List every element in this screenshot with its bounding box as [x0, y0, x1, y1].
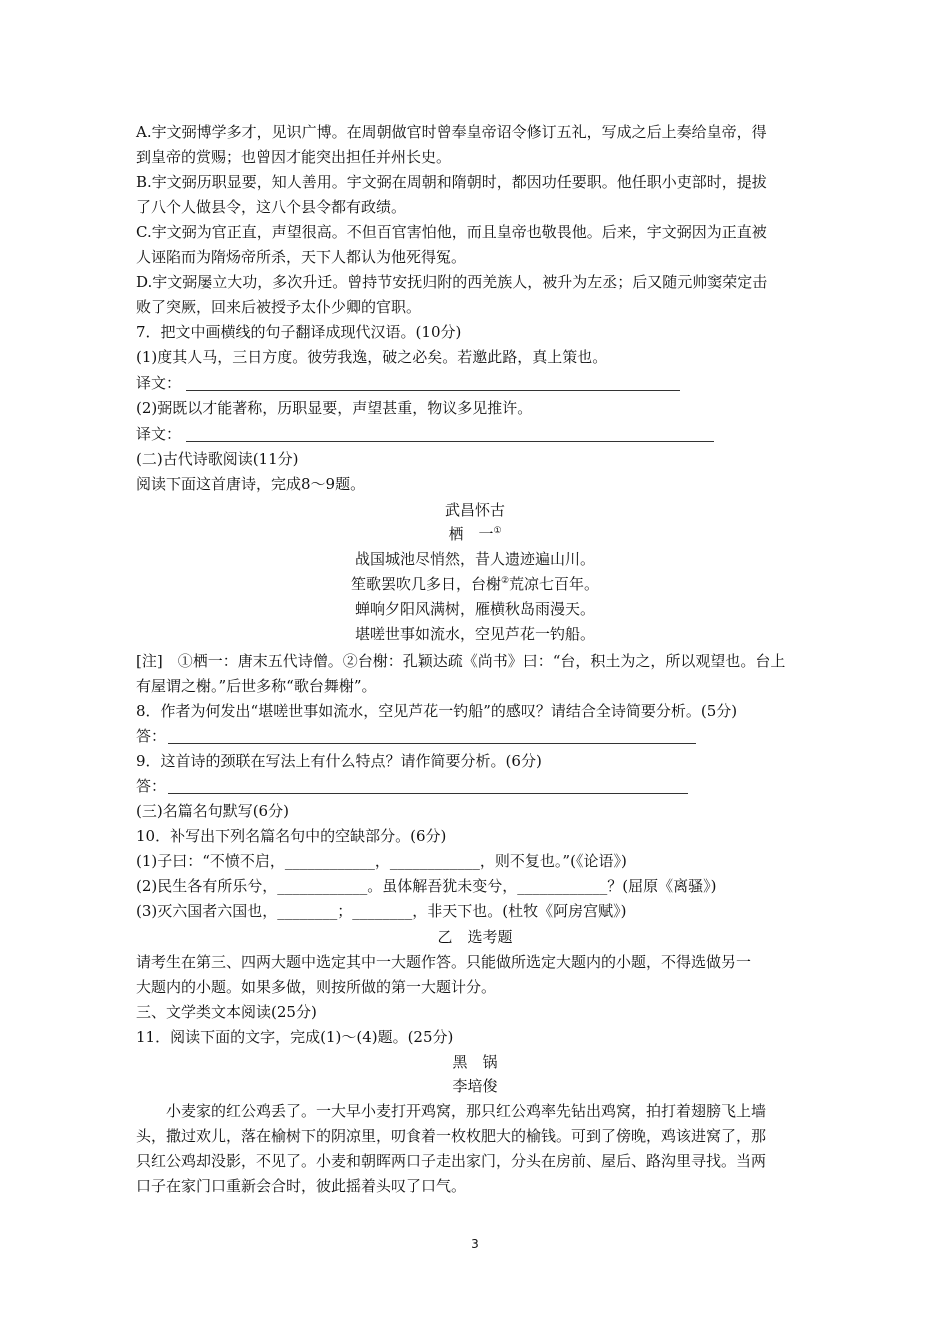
poem-line-2a: 笙歌罢吹几多日，台榭 — [350, 575, 501, 593]
q6-option-c-line2: 人诬陷而为隋炀帝所杀，天下人都认为他死得冤。 — [136, 248, 467, 266]
q10-item-1: (1)子曰：“不愤不启，____________，____________，则不复也。”(《论语》) — [136, 852, 627, 870]
poem-author-note-mark: ① — [493, 526, 502, 536]
poem-title: 武昌怀古 — [444, 501, 505, 519]
section-literature-heading: 三、文学类文本阅读(25分) — [136, 1003, 317, 1021]
poem-line-2 — [0, 574, 950, 594]
story-paragraph-line2: 头，撒过欢儿，落在榆树下的阴凉里，叨食着一枚枚肥大的榆钱。可到了傍晚，鸡该进窝了，那 — [136, 1127, 767, 1145]
q6-option-b-line1: B.宇文弼历职显要，知人善用。宇文弼在周朝和隋朝时，都因功任要职。他任职小吏部时，提拔 — [136, 173, 767, 191]
poetry-instruction: 阅读下面这首唐诗，完成8～9题。 — [136, 475, 366, 493]
q7-sentence-1: (1)度其人马，三日方度。彼劳我逸，破之必矣。若邀此路，真上策也。 — [136, 348, 608, 366]
optional-section-title: 乙 选考题 — [437, 928, 513, 946]
q6-option-d-line1: D.宇文弼屡立大功，多次升迁。曾持节安抚归附的西羌族人，被升为左丞；后又随元帅窦荣定击 — [136, 273, 768, 291]
q6-option-b-line2: 了八个人做县令，这八个县令都有政绩。 — [136, 198, 407, 216]
q7-answer-line-2[interactable] — [186, 441, 714, 442]
q7-answer-line-1[interactable] — [186, 390, 680, 391]
q7-translation-label-2: 译文： — [136, 425, 182, 443]
q10-item-2: (2)民生各有所乐兮，____________。虽体解吾犹未变兮，____________？(屈原《离骚》) — [136, 877, 717, 895]
section-poetry-heading: (二)古代诗歌阅读(11分) — [136, 450, 299, 468]
optional-instruction-line2: 大题内的小题。如果多做，则按所做的第一大题计分。 — [136, 978, 497, 996]
q6-option-a-line1: A.宇文弼博学多才，见识广博。在周朝做官时曾奉皇帝诏令修订五礼，写成之后上奏给皇帝，得 — [136, 123, 767, 141]
poem-line-3: 蝉响夕阳风满树，雁横秋岛雨漫天。 — [354, 600, 595, 618]
story-author: 李培俊 — [452, 1077, 498, 1095]
q6-option-c-line1: C.宇文弼为官正直，声望很高。不但百官害怕他，而且皇帝也敬畏他。后来，宇文弼因为正直被 — [136, 223, 767, 241]
section-recitation-heading: (三)名篇名句默写(6分) — [136, 802, 289, 820]
q7-sentence-2: (2)弼既以才能著称，历职显要，声望甚重，物议多见推许。 — [136, 399, 533, 417]
story-paragraph-line4: 口子在家门口重新会合时，彼此摇着头叹了口气。 — [136, 1177, 467, 1195]
poem-line-2-note-mark: ② — [500, 576, 510, 586]
q10-question: 10．补写出下列名篇名句中的空缺部分。(6分) — [136, 827, 447, 845]
poem-line-2b: 荒凉七百年。 — [509, 575, 600, 593]
page-number: 3 — [471, 1237, 479, 1251]
q7-question: 7．把文中画横线的句子翻译成现代汉语。(10分) — [136, 323, 462, 341]
q6-option-a-line2: 到皇帝的赏赐；也曾因才能突出担任并州长史。 — [136, 148, 452, 166]
q9-answer-line[interactable] — [168, 793, 688, 794]
q9-question: 9．这首诗的颈联在写法上有什么特点？请作简要分析。(6分) — [136, 752, 542, 770]
q11-question: 11．阅读下面的文字，完成(1)～(4)题。(25分) — [136, 1028, 454, 1046]
q8-answer-label: 答： — [136, 727, 167, 745]
q8-question: 8．作者为何发出“堪嗟世事如流水，空见芦花一钓船”的感叹？请结合全诗简要分析。(5分) — [136, 702, 738, 720]
poem-line-4: 堪嗟世事如流水，空见芦花一钓船。 — [354, 625, 595, 643]
q9-answer-label: 答： — [136, 777, 167, 795]
q7-translation-label-1: 译文： — [136, 374, 182, 392]
story-title: 黑 锅 — [452, 1053, 498, 1071]
q6-option-d-line2: 败了突厥，回来后被授予太仆少卿的官职。 — [136, 298, 422, 316]
story-paragraph-line1: 小麦家的红公鸡丢了。一大早小麦打开鸡窝，那只红公鸡率先钻出鸡窝，拍打着翅膀飞上墙 — [166, 1102, 767, 1120]
poem-note-line2: 有屋谓之榭。”后世多称“歌台舞榭”。 — [136, 677, 377, 695]
poem-note-line1: [注] ①栖一：唐末五代诗僧。②台榭：孔颖达疏《尚书》曰：“台，积土为之，所以观望也。台上 — [136, 652, 786, 670]
poem-author-name: 栖 一 — [448, 525, 494, 543]
q10-item-3: (3)灭六国者六国也，________；________，非天下也。(杜牧《阿房宫赋》) — [136, 902, 627, 920]
poem-line-1: 战国城池尽悄然，昔人遗迹遍山川。 — [354, 550, 595, 568]
q8-answer-line[interactable] — [168, 743, 696, 744]
story-paragraph-line3: 只红公鸡却没影，不见了。小麦和朝晖两口子走出家门，分头在房前、屋后、路沟里寻找。当两 — [136, 1152, 767, 1170]
optional-instruction-line1: 请考生在第三、四两大题中选定其中一大题作答。只能做所选定大题内的小题，不得选做另一 — [136, 953, 752, 971]
poem-author — [0, 524, 950, 544]
